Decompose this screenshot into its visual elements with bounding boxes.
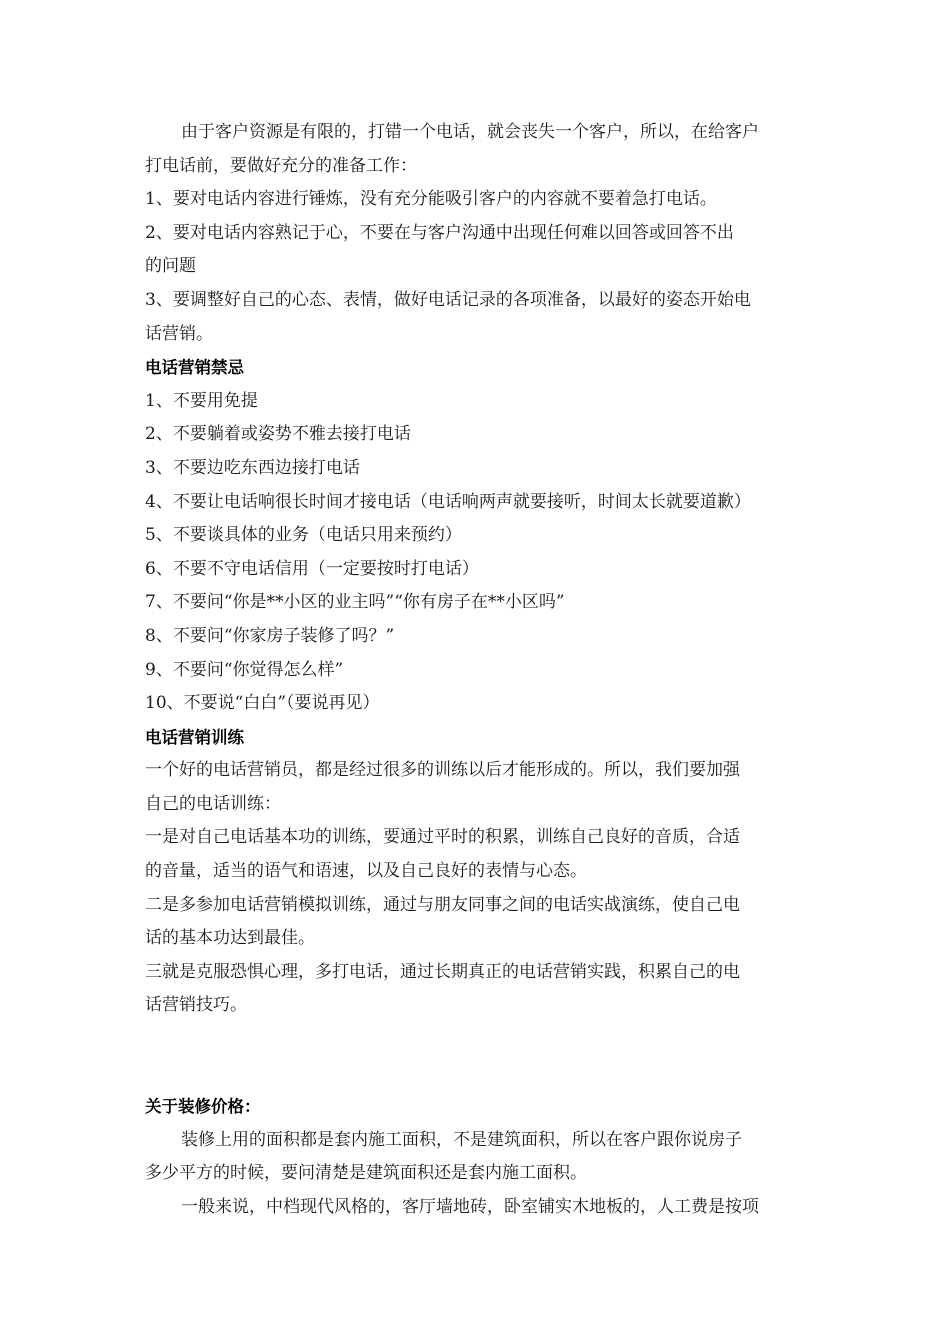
list-item: 4、不要让电话响很长时间才接电话（电话响两声就要接听，时间太长就要道歉） [145, 491, 751, 512]
list-item: 1、不要用免提 [145, 390, 258, 411]
list-item: 5、不要谈具体的业务（电话只用来预约） [145, 525, 462, 546]
pricing-paragraph-2 [145, 1191, 810, 1225]
text-line: 二是多参加电话营销模拟训练，通过与朋友同事之间的电话实战演练，使自己电 [145, 894, 740, 915]
pricing-heading: 关于装修价格： [145, 1097, 261, 1117]
list-item: 7、不要问“你是**小区的业主吗”“你有房子在**小区吗” [145, 592, 565, 613]
list-item: 8、不要问“你家房子装修了吗？” [145, 625, 395, 646]
taboos-heading: 电话营销禁忌 [145, 358, 244, 378]
text-line: 多少平方的时候，要问清楚是建筑面积还是套内施工面积。 [145, 1163, 587, 1184]
list-item: 3、不要边吃东西边接打电话 [145, 457, 360, 478]
text-line: 打电话前，要做好充分的准备工作： [145, 155, 417, 176]
section-spacer [145, 1023, 810, 1090]
preparation-list [145, 183, 810, 351]
list-item: 1、要对电话内容进行锤炼，没有充分能吸引客户的内容就不要着急打电话。 [145, 189, 717, 210]
list-item: 9、不要问“你觉得怎么样” [145, 659, 344, 680]
list-item: 10、不要说“白白”（要说再见） [145, 693, 380, 714]
pricing-paragraph-1 [145, 1124, 810, 1191]
list-item: 2、要对电话内容熟记于心，不要在与客户沟通中出现任何难以回答或回答不出 [145, 222, 734, 243]
list-item: 6、不要不守电话信用（一定要按时打电话） [145, 558, 479, 579]
text-line: 自己的电话训练： [145, 793, 281, 814]
text-line: 的音量，适当的语气和语速，以及自己良好的表情与心态。 [145, 861, 587, 882]
taboos-list [145, 385, 810, 721]
list-item: 2、不要躺着或姿势不雅去接打电话 [145, 424, 411, 445]
list-item-continuation: 话营销。 [145, 323, 213, 344]
list-item: 3、要调整好自己的心态、表情，做好电话记录的各项准备，以最好的姿态开始电 [145, 289, 751, 310]
text-line: 一般来说，中档现代风格的，客厅墙地砖，卧室铺实木地板的，人工费是按项 [181, 1196, 759, 1217]
text-line: 一是对自己电话基本功的训练，要通过平时的积累，训练自己良好的音质，合适 [145, 827, 740, 848]
text-line: 由于客户资源是有限的，打错一个电话，就会丧失一个客户，所以，在给客户 [181, 122, 759, 142]
training-heading: 电话营销训练 [145, 727, 244, 747]
intro-paragraph [145, 116, 810, 183]
text-line: 三就是克服恐惧心理，多打电话，通过长期真正的电话营销实践，积累自己的电 [145, 961, 740, 982]
text-line: 话的基本功达到最佳。 [145, 928, 315, 949]
text-line: 一个好的电话营销员，都是经过很多的训练以后才能形成的。所以，我们要加强 [145, 760, 740, 781]
text-line: 装修上用的面积都是套内施工面积，不是建筑面积，所以在客户跟你说房子 [181, 1129, 742, 1150]
list-item-continuation: 的问题 [145, 256, 196, 277]
training-paragraphs [145, 754, 810, 1023]
text-line: 话营销技巧。 [145, 995, 247, 1016]
document-page [145, 116, 810, 1224]
